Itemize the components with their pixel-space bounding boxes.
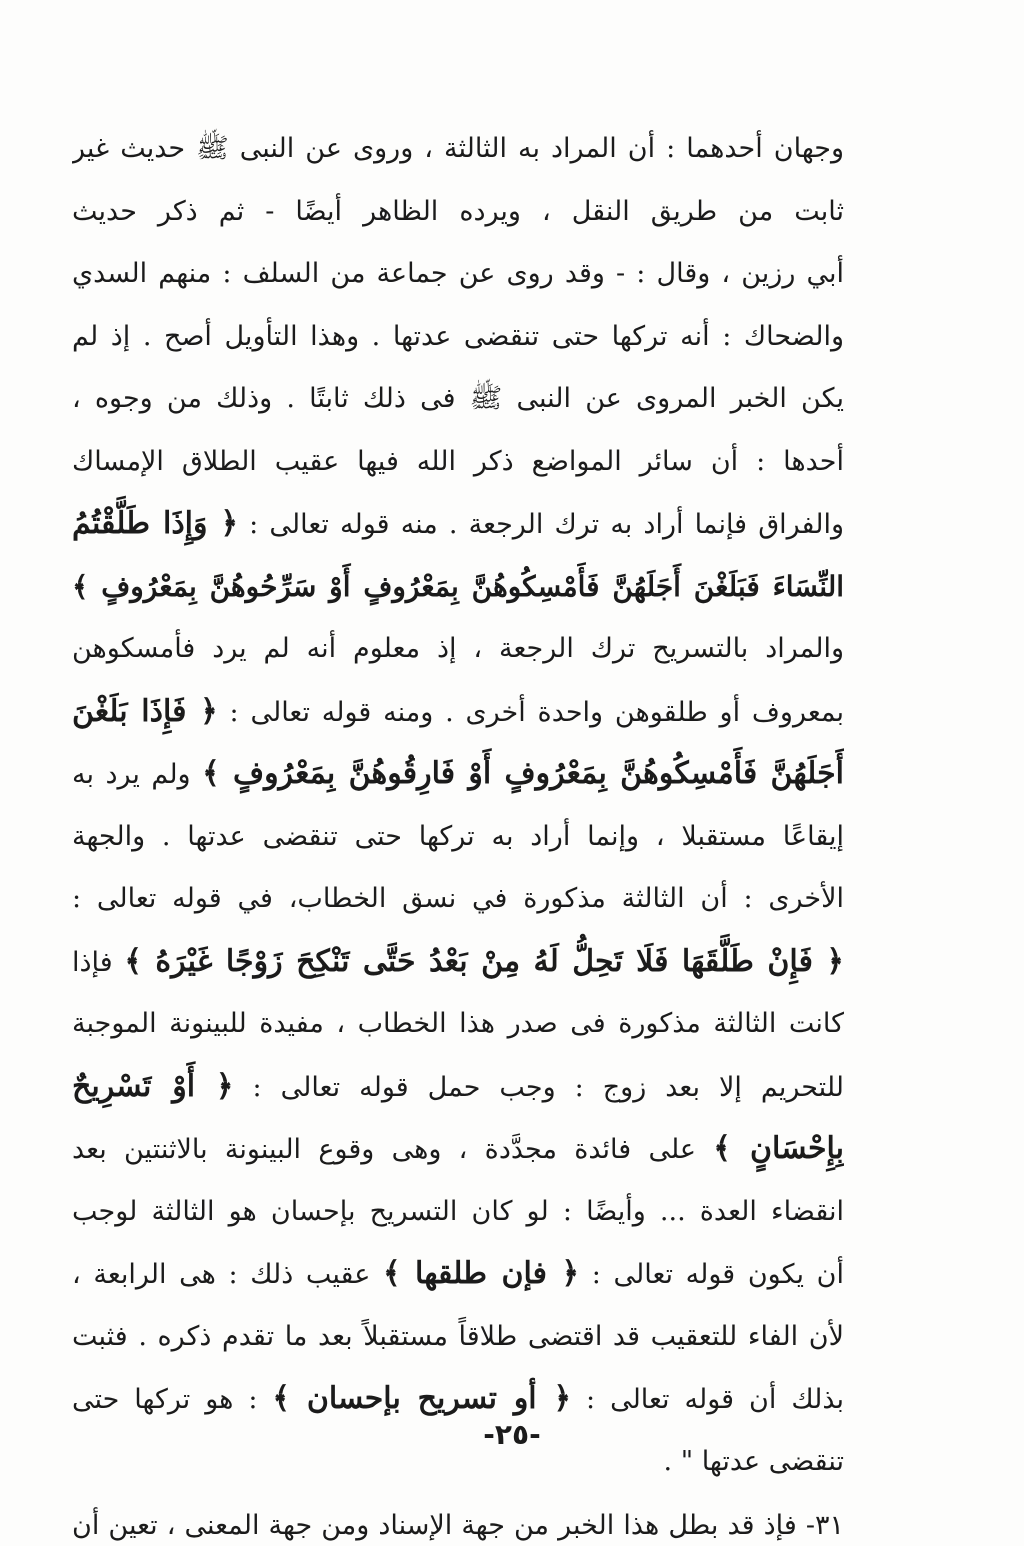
text-line [72,431,844,494]
body-text [72,118,844,1558]
text-line [72,1243,844,1306]
text-run: بمعروف أو طلقوهن واحدة أخرى . ومنه قوله تعالى : [217,696,844,728]
text-line [72,618,844,681]
text-run: للتحريم إلا بعد زوج : وجب حمل قوله تعالى : [233,1071,844,1103]
text-line [72,1056,844,1119]
quran-verse: ﴿ أو تسريح بإحسان ﴾ [272,1381,572,1416]
quran-verse: ﴿ فإن طلقها ﴾ [382,1256,580,1291]
text-line [72,306,844,369]
quran-verse: النِّسَاءَ فَبَلَغْنَ أَجَلَهُنَّ فَأَمْسِكُوهُنَّ بِمَعْرُوفٍ أَوْ سَرِّحُوهُنَّ بِمَعْرُوفٍ ﴾ [72,569,844,603]
quran-verse: ﴿ فَإِذَا بَلَغْنَ [72,693,218,729]
text-run: كانت الثالثة مذكورة فى صدر هذا الخطاب ، مفيدة للبينونة الموجبة [72,1008,844,1039]
quran-verse: أَجَلَهُنَّ فَأَمْسِكُوهُنَّ بِمَعْرُوفٍ أَوْ فَارِقُوهُنَّ بِمَعْرُوفٍ ﴾ [202,756,844,791]
quran-verse: ﴿ فَإِنْ طَلَّقَهَا فَلَا تَحِلُّ لَهُ مِنْ بَعْدُ حَتَّى تَنْكِحَ زَوْجًا غَيْرَهُ ﴾ [124,943,844,979]
quran-verse: ﴿ أَوْ تَسْرِيحٌ [72,1068,234,1104]
text-line [72,556,844,619]
text-run: والمراد بالتسريح ترك الرجعة ، إذ معلوم أنه لم يرد فأمسكوهن [72,633,844,664]
quran-verse: ﴿ وَإِذَا طَلَّقْتُمُ [72,506,239,541]
text-run: إيقاعًا مستقبلا ، وإنما أراد به تركها حتى تنقضى عدتها . والجهة [72,820,844,852]
text-run: انقضاء العدة ... وأيضًا : لو كان التسريح بإحسان هو الثالثة لوجب [72,1195,844,1227]
text-run: على فائدة مجدَّدة ، وهى وقوع البينونة بالاثنتين بعد [72,1134,714,1165]
text-run: ولم يرد به [72,759,203,790]
text-run: عقيب ذلك : هى الرابعة ، [72,1259,383,1290]
text-line [72,681,844,744]
text-run: ٣١- فإذ قد بطل هذا الخبر من جهة الإسناد ومن جهة المعنى ، تعين أن [72,1510,844,1541]
numbered-paragraph-line [72,1495,844,1558]
text-run: لأن الفاء للتعقيب قد اقتضى طلاقاً مستقبلاً بعد ما تقدم ذكره . فثبت [72,1320,844,1352]
text-line [72,1118,844,1181]
text-run: : هو تركها حتى [72,1384,273,1415]
text-run: بذلك أن قوله تعالى : [571,1384,844,1415]
text-line [72,931,844,994]
text-line [72,743,844,806]
text-run: والفراق فإنما أراد به ترك الرجعة . منه قوله تعالى : [238,509,844,540]
text-run: تنقضى عدتها " . [663,1445,844,1477]
text-run: وجهان أحدهما : أن المراد به الثالثة ، وروى عن النبى ﷺ حديث غير [72,133,844,164]
text-run: أبي رزين ، وقال : - وقد روى عن جماعة من السلف : منهم السدي [72,258,844,289]
text-run: والضحاك : أنه تركها حتى تنقضى عدتها . وهذا التأويل أصح . إذ لم [72,320,844,352]
page-number: -٢٥- [483,1418,541,1451]
text-run: فإذا [72,946,125,978]
text-line [72,181,844,244]
text-line [72,243,844,306]
text-run: أحدها : أن سائر المواضع ذكر الله فيها عقيب الطلاق الإمساك [72,445,844,477]
text-run: أن يكون قوله تعالى : [579,1259,844,1290]
text-line [72,868,844,931]
text-line [72,1306,844,1369]
text-line [72,493,844,556]
text-line [72,806,844,869]
text-run: ثابت من طريق النقل ، ويرده الظاهر أيضًا - ثم ذكر حديث [72,195,844,227]
text-line [72,993,844,1056]
text-run: الأخرى : أن الثالثة مذكورة في نسق الخطاب، في قوله تعالى : [72,883,844,914]
text-line [72,368,844,431]
text-run: يكن الخبر المروى عن النبى ﷺ فى ذلك ثابتًا . وذلك من وجوه ، [72,383,844,414]
text-line [72,1181,844,1244]
text-line [72,118,844,181]
quran-verse: بِإِحْسَانٍ ﴾ [713,1131,844,1166]
